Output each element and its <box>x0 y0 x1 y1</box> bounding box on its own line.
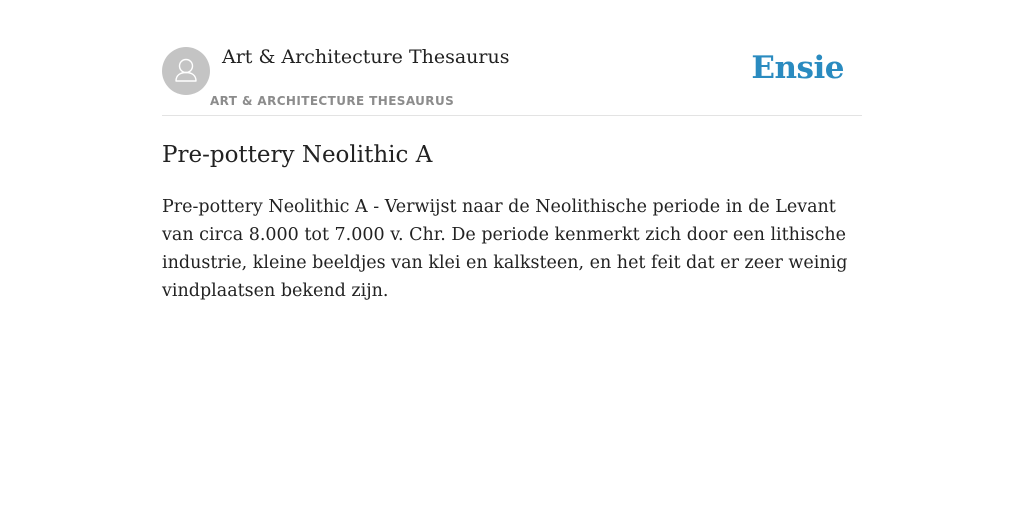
source-label: ART & ARCHITECTURE THESAURUS <box>210 94 455 108</box>
avatar[interactable] <box>162 47 210 95</box>
definition-text: Pre-pottery Neolithic A - Verwijst naar de Neolithische periode in de Levant van circa 8.000 tot 7.000 v. Chr. De periode kenmerkt zich door een lithische industrie, kleine beeldjes van klei en kalksteen, en het feit dat er zeer weinig vindplaatsen bekend zijn. <box>162 197 848 301</box>
entry-header <box>162 0 862 116</box>
ensie-logo[interactable]: Ensie <box>751 50 844 86</box>
page-title: Pre-pottery Neolithic A <box>162 142 433 168</box>
user-silhouette-icon <box>162 47 210 95</box>
page-container <box>162 0 862 305</box>
author-name-link[interactable]: Art & Architecture Thesaurus <box>222 46 510 68</box>
